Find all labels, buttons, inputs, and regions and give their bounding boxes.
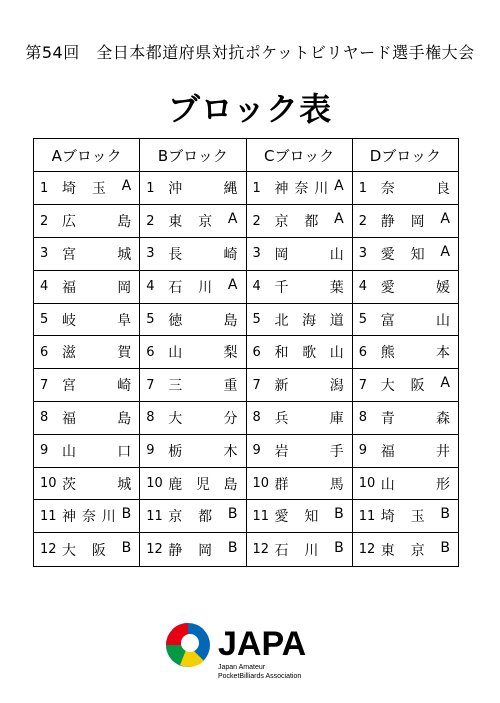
block-header: Bブロック bbox=[140, 139, 245, 172]
team-number: 7 bbox=[358, 377, 368, 393]
team-row bbox=[140, 468, 245, 501]
team-name: 鹿 児 島 bbox=[168, 476, 238, 493]
team-row bbox=[247, 336, 352, 369]
team-row bbox=[34, 172, 139, 205]
team-row bbox=[34, 271, 139, 304]
team-name: 愛 知 A bbox=[380, 243, 450, 263]
team-number: 3 bbox=[358, 246, 368, 262]
team-row bbox=[353, 304, 458, 337]
team-name: 栃 木 bbox=[168, 443, 238, 460]
team-number: 10 bbox=[252, 476, 270, 492]
team-number: 8 bbox=[252, 410, 261, 426]
team-name: 山 口 bbox=[62, 443, 132, 460]
team-name: 京 都 A bbox=[274, 211, 344, 231]
event-title: 第54回 全日本都道府県対抗ポケットビリヤード選手権大会 bbox=[25, 43, 475, 62]
team-row bbox=[140, 205, 245, 238]
team-name: 東 京 A bbox=[168, 211, 238, 231]
block-table bbox=[33, 138, 459, 567]
team-number: 6 bbox=[252, 344, 261, 360]
team-row bbox=[140, 435, 245, 468]
team-number: 5 bbox=[40, 312, 49, 328]
team-name: 沖 縄 bbox=[168, 181, 238, 198]
team-row bbox=[353, 205, 458, 238]
team-name: 滋 賀 bbox=[62, 345, 132, 362]
team-row bbox=[34, 533, 139, 566]
team-number: 10 bbox=[40, 476, 57, 492]
team-row bbox=[140, 336, 245, 369]
team-row bbox=[247, 238, 352, 271]
team-number: 2 bbox=[358, 213, 368, 229]
team-number: 1 bbox=[40, 180, 49, 196]
team-name: 茨 城 bbox=[62, 476, 132, 493]
team-row bbox=[247, 205, 352, 238]
team-number: 12 bbox=[252, 542, 270, 558]
team-name: 熊 本 bbox=[380, 345, 450, 362]
team-number: 6 bbox=[358, 344, 368, 360]
team-row bbox=[140, 500, 245, 533]
japa-logo bbox=[160, 615, 340, 685]
team-row bbox=[34, 402, 139, 435]
team-row bbox=[34, 205, 139, 238]
team-name: 三 重 bbox=[168, 378, 238, 395]
team-name: 福 島 bbox=[62, 410, 132, 427]
block-column bbox=[352, 139, 458, 566]
team-row bbox=[247, 304, 352, 337]
team-row bbox=[353, 172, 458, 205]
team-row bbox=[353, 238, 458, 271]
team-row bbox=[353, 402, 458, 435]
team-row bbox=[140, 271, 245, 304]
page-title: ブロック表 bbox=[167, 90, 333, 128]
block-column bbox=[139, 139, 245, 566]
team-row bbox=[247, 271, 352, 304]
team-row bbox=[34, 238, 139, 271]
team-name: 大 阪 B bbox=[62, 539, 132, 559]
team-row bbox=[140, 369, 245, 402]
logo-line2: PocketBilliards Association bbox=[218, 673, 302, 680]
team-name: 奈 良 bbox=[380, 181, 450, 198]
team-number: 1 bbox=[358, 180, 368, 196]
team-number: 8 bbox=[40, 410, 49, 426]
team-row bbox=[247, 500, 352, 533]
team-row bbox=[34, 304, 139, 337]
block-column bbox=[34, 139, 139, 566]
team-row bbox=[353, 533, 458, 566]
team-name: 岩 手 bbox=[274, 443, 344, 460]
team-name: 和 歌 山 bbox=[274, 345, 344, 362]
block-header: Aブロック bbox=[34, 139, 139, 172]
team-number: 4 bbox=[146, 279, 155, 295]
team-row bbox=[140, 304, 245, 337]
team-name: 青 森 bbox=[380, 410, 450, 427]
team-name: 新 潟 bbox=[274, 378, 344, 395]
team-number: 11 bbox=[40, 508, 57, 524]
team-number: 9 bbox=[146, 443, 155, 459]
team-number: 12 bbox=[358, 542, 376, 558]
team-number: 2 bbox=[40, 213, 49, 229]
team-name: 京 都 B bbox=[168, 506, 238, 526]
team-number: 1 bbox=[146, 180, 155, 196]
team-name: 福 井 bbox=[380, 443, 450, 460]
team-row bbox=[353, 336, 458, 369]
team-number: 3 bbox=[146, 246, 155, 262]
block-header: Cブロック bbox=[247, 139, 352, 172]
team-number: 11 bbox=[358, 508, 376, 524]
team-row bbox=[353, 468, 458, 501]
team-name: 神 奈 川 B bbox=[62, 506, 132, 526]
team-number: 8 bbox=[358, 410, 368, 426]
team-number: 5 bbox=[252, 312, 261, 328]
team-number: 1 bbox=[252, 180, 261, 196]
team-row bbox=[34, 369, 139, 402]
team-number: 3 bbox=[40, 246, 49, 262]
block-column bbox=[246, 139, 352, 566]
team-number: 11 bbox=[146, 508, 163, 524]
team-row bbox=[353, 369, 458, 402]
team-number: 8 bbox=[146, 410, 155, 426]
team-number: 9 bbox=[358, 443, 368, 459]
team-name: 静 岡 B bbox=[168, 539, 238, 559]
team-row bbox=[353, 271, 458, 304]
team-number: 4 bbox=[358, 279, 368, 295]
team-number: 11 bbox=[252, 508, 270, 524]
team-name: 埼 玉 B bbox=[380, 506, 450, 526]
block-header: Dブロック bbox=[353, 139, 458, 172]
team-row bbox=[247, 435, 352, 468]
team-name: 埼 玉 A bbox=[62, 178, 132, 198]
team-number: 12 bbox=[146, 542, 163, 558]
team-row bbox=[247, 402, 352, 435]
team-name: 宮 城 bbox=[62, 246, 132, 263]
team-number: 2 bbox=[252, 213, 261, 229]
team-number: 6 bbox=[40, 344, 49, 360]
team-name: 群 馬 bbox=[274, 476, 344, 493]
team-number: 5 bbox=[358, 312, 368, 328]
team-number: 9 bbox=[252, 443, 261, 459]
team-name: 大 阪 A bbox=[380, 375, 450, 395]
team-name: 静 岡 A bbox=[380, 211, 450, 231]
team-name: 大 分 bbox=[168, 410, 238, 427]
team-name: 山 梨 bbox=[168, 345, 238, 362]
team-row bbox=[34, 336, 139, 369]
team-row bbox=[247, 533, 352, 566]
team-name: 徳 島 bbox=[168, 312, 238, 329]
ball-icon bbox=[166, 623, 210, 667]
team-name: 石 川 A bbox=[168, 276, 238, 296]
team-row bbox=[34, 468, 139, 501]
team-number: 2 bbox=[146, 213, 155, 229]
team-row bbox=[140, 238, 245, 271]
team-number: 7 bbox=[146, 377, 155, 393]
team-row bbox=[247, 172, 352, 205]
team-number: 3 bbox=[252, 246, 261, 262]
team-name: 岡 山 bbox=[274, 246, 344, 263]
team-row bbox=[353, 500, 458, 533]
team-row bbox=[140, 172, 245, 205]
team-name: 石 川 B bbox=[274, 539, 344, 559]
team-number: 7 bbox=[252, 377, 261, 393]
team-row bbox=[247, 369, 352, 402]
team-name: 広 島 bbox=[62, 214, 132, 231]
team-name: 富 山 bbox=[380, 312, 450, 329]
team-number: 12 bbox=[40, 542, 57, 558]
team-name: 愛 知 B bbox=[274, 506, 344, 526]
team-number: 5 bbox=[146, 312, 155, 328]
team-row bbox=[34, 500, 139, 533]
logo-line1: Japan Amateur bbox=[218, 664, 266, 671]
team-number: 9 bbox=[40, 443, 49, 459]
team-number: 4 bbox=[252, 279, 261, 295]
team-name: 北 海 道 bbox=[274, 312, 344, 329]
team-row bbox=[140, 402, 245, 435]
team-name: 千 葉 bbox=[274, 279, 344, 296]
team-row bbox=[353, 435, 458, 468]
team-number: 7 bbox=[40, 377, 49, 393]
logo-mark: JAPA bbox=[218, 625, 307, 663]
team-row bbox=[140, 533, 245, 566]
team-row bbox=[34, 435, 139, 468]
team-name: 福 岡 bbox=[62, 279, 132, 296]
team-number: 10 bbox=[146, 476, 163, 492]
team-number: 4 bbox=[40, 279, 49, 295]
team-name: 神 奈 川 A bbox=[274, 178, 344, 198]
team-name: 兵 庫 bbox=[274, 410, 344, 427]
team-name: 愛 媛 bbox=[380, 279, 450, 296]
team-name: 山 形 bbox=[380, 476, 450, 493]
team-name: 東 京 B bbox=[380, 539, 450, 559]
team-name: 宮 崎 bbox=[62, 378, 132, 395]
team-number: 6 bbox=[146, 344, 155, 360]
team-name: 長 崎 bbox=[168, 246, 238, 263]
team-name: 岐 阜 bbox=[62, 312, 132, 329]
team-row bbox=[247, 468, 352, 501]
team-number: 10 bbox=[358, 476, 376, 492]
